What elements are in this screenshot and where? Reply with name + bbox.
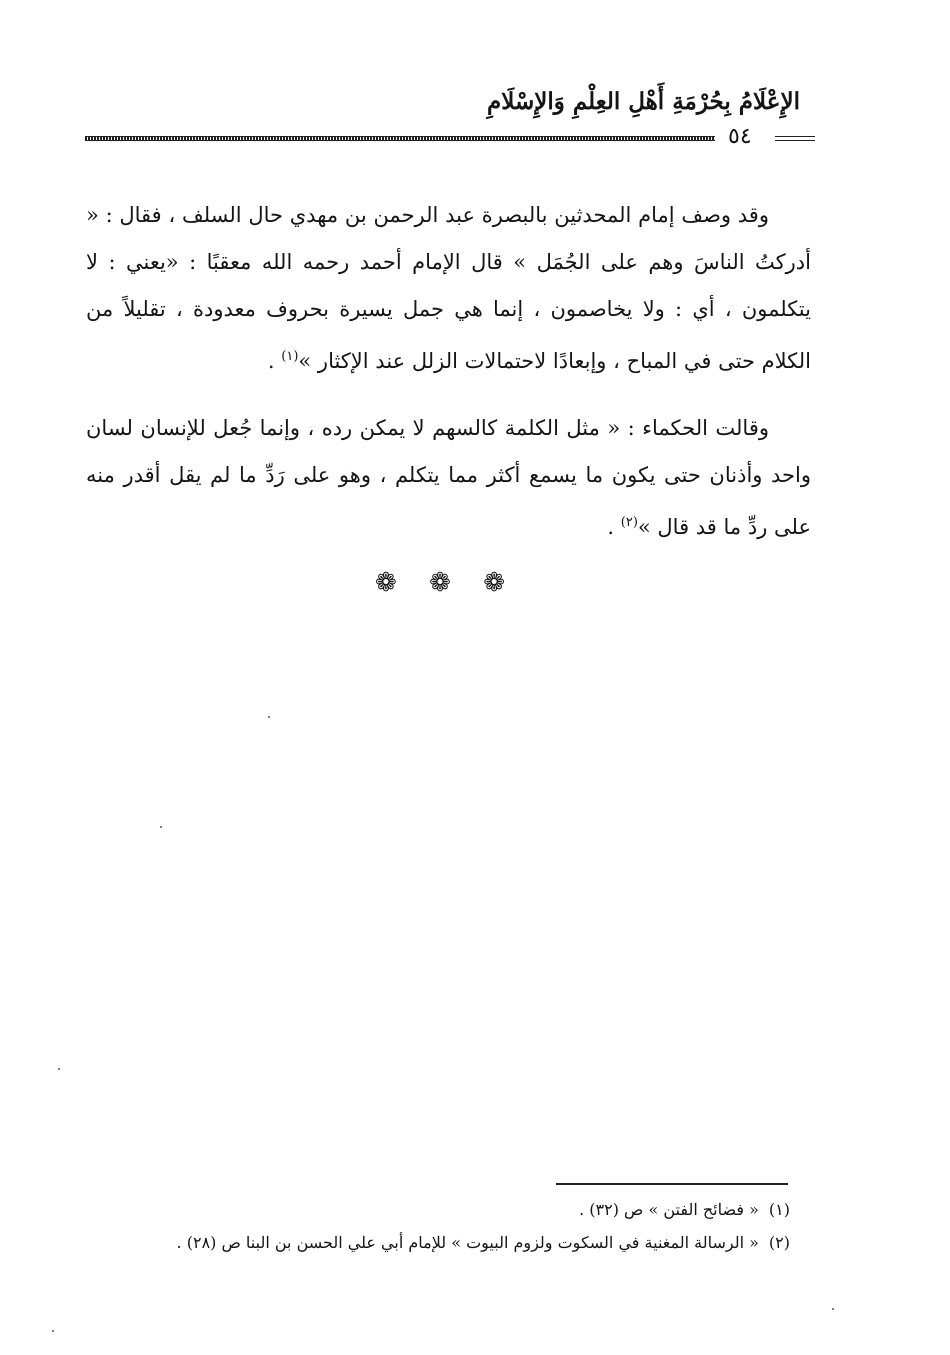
scan-speck bbox=[58, 1068, 60, 1070]
flower-ornament-icon: ❁ bbox=[429, 568, 451, 598]
main-text bbox=[86, 192, 811, 571]
scan-speck bbox=[832, 1308, 834, 1310]
footnote-number: (١) bbox=[768, 1200, 790, 1219]
header-rule bbox=[85, 136, 715, 141]
scan-speck bbox=[268, 716, 270, 718]
scan-speck bbox=[52, 1330, 54, 1332]
scan-speck bbox=[160, 826, 162, 828]
paragraph bbox=[86, 192, 811, 385]
footnote-separator bbox=[556, 1183, 788, 1185]
footnote-reference: (٢) bbox=[620, 515, 638, 530]
footnote-reference: (١) bbox=[281, 349, 299, 364]
page-number: ٥٤ bbox=[728, 124, 752, 149]
paragraph bbox=[86, 405, 811, 551]
running-title: الإِعْلَامُ بِحُرْمَةِ أَهْلِ العِلْمِ وَالإِسْلَامِ bbox=[486, 88, 800, 115]
footnote-number: (٢) bbox=[768, 1233, 790, 1252]
paragraph-end: . bbox=[267, 349, 282, 373]
flower-ornament-icon: ❁ bbox=[483, 568, 505, 598]
footnote-text: « الرسالة المغنية في السكوت ولزوم البيوت » للإمام أبي علي الحسن بن البنا ص (٢٨) . bbox=[176, 1233, 759, 1252]
paragraph-end: . bbox=[607, 515, 621, 539]
footnote bbox=[90, 1193, 790, 1226]
footnote-text: « فضائح الفتن » ص (٣٢) . bbox=[579, 1200, 759, 1219]
paragraph-text: وقد وصف إمام المحدثين بالبصرة عبد الرحمن بن مهدي حال السلف ، فقال : « أدركتُ الناسَ وهم على الجُمَل » قال الإمام أحمد رحمه الله معقبًا : «يعني : لا يتكلمون ، أي : ولا يخاصمون ، إنما هي جمل يسيرة بحروف معدودة ، تقليلاً من الكلام حتى في المباح ، وإبعادًا لاحتمالات الزلل عند الإكثار » bbox=[86, 203, 811, 373]
paragraph-text: وقالت الحكماء : « مثل الكلمة كالسهم لا يمكن رده ، وإنما جُعل للإنسان لسان واحد وأذنان حتى يكون ما يسمع أكثر مما يتكلم ، وهو على رَدِّ ما لم يقل أقدر منه على ردِّ ما قد قال » bbox=[86, 416, 811, 539]
footnotes bbox=[90, 1193, 790, 1259]
section-divider bbox=[375, 568, 505, 598]
header-rule-short bbox=[775, 136, 815, 141]
flower-ornament-icon: ❁ bbox=[375, 568, 397, 598]
footnote bbox=[90, 1226, 790, 1259]
